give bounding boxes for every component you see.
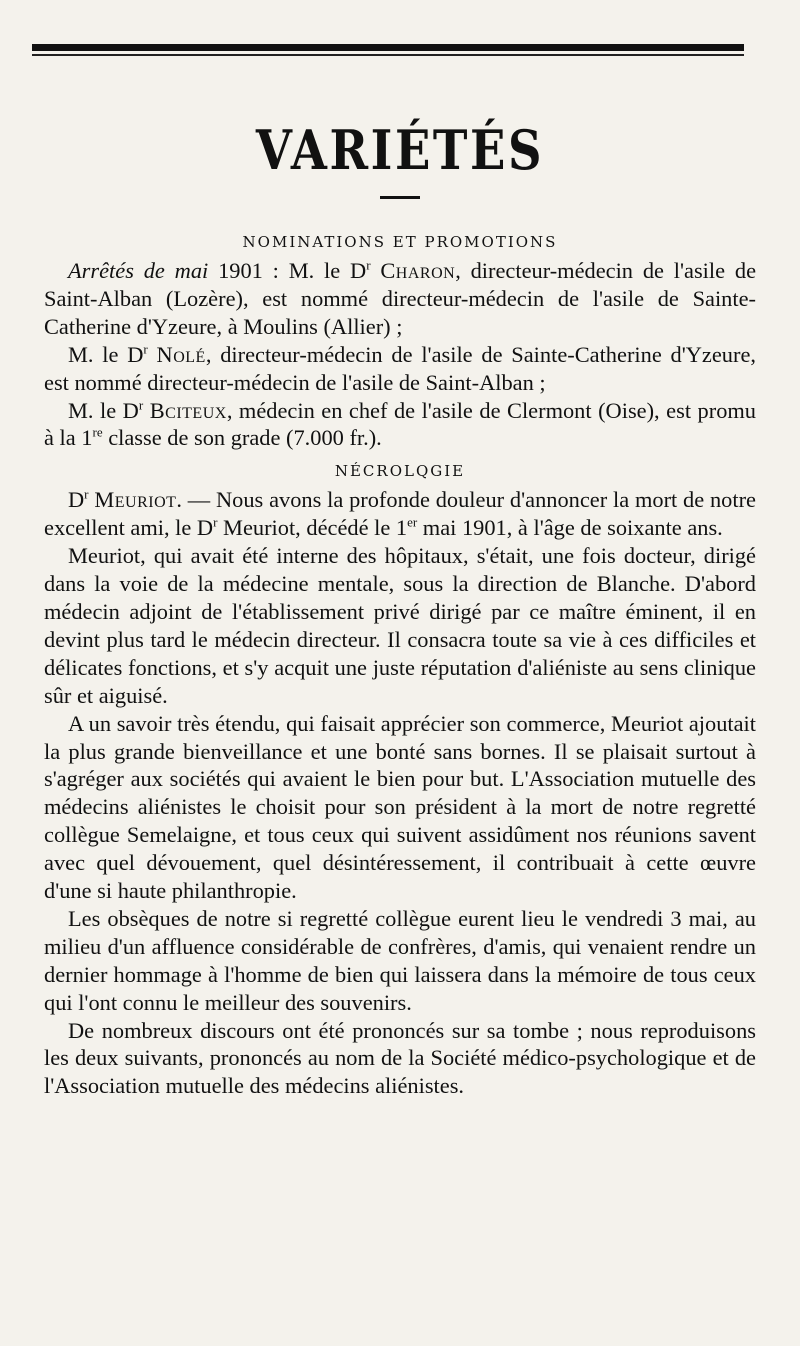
header-rule-thick <box>32 44 744 51</box>
person-name: Bciteux <box>149 397 227 423</box>
header-rule-thin <box>32 54 744 56</box>
paragraph-necrologie-4: Les obsèques de notre si regretté collègue eurent lieu le vendredi 3 mai, au milieu d'un affluence considérable de confrères, d'amis, qui venaient rendre un dernier hommage à l'homme de bien qui laissera dans la mémoire de tous ceux qui l'ont connu le meilleur des souvenirs. <box>44 905 756 1015</box>
section-heading-nominations: NOMINATIONS ET PROMOTIONS <box>242 233 558 251</box>
person-name: Meuriot <box>94 487 177 513</box>
paragraph-nomination-2: M. le $D^r$ Nolé, directeur-médecin de l'asile de Sainte-Catherine d'Yzeure, est nommé directeur-médecin de l'asile de Saint-Alban ; <box>44 341 756 395</box>
date-phrase: Arrêtés de mai <box>68 258 209 283</box>
page-title: VARIÉTÉS <box>255 118 545 182</box>
paragraph-necrologie-2: Meuriot, qui avait été interne des hôpitaux, s'était, une fois docteur, dirigé dans la voie de la médecine mentale, sous la direction de Blanche. D'abord médecin adjoint de l'établissement privé dirigé par ce maître éminent, il en devint plus tard le médecin directeur. Il consacra toute sa vie à ces difficiles et délicates fonctions, et s'y acquit une juste réputation d'aliéniste au sens clinique sûr et aiguisé. <box>44 543 756 708</box>
section-heading-necrologie: NÉCROLQGIE <box>334 462 466 481</box>
paragraph-nomination-1: Arrêtés de mai 1901 : M. le $D^r$ Charon, directeur-médecin de l'asile de Saint-Alban (Lozère), est nommé directeur-médecin de l'asile de Sainte-Catherine d'Yzeure, à Moulins (Allier) ; <box>44 257 757 339</box>
paragraph-necrologie-5: De nombreux discours ont été prononcés sur sa tombe ; nous reproduisons les deux suivants, prononcés au nom de la Société médico-psychologique et de l'Association mutuelle des médecins aliénistes. <box>44 1017 756 1099</box>
page-body <box>44 118 756 1100</box>
paragraph-nomination-3: M. le $D^r$ Bciteux, médecin en chef de l'asile de Clermont (Oise), est promu à la 1re classe de son grade (7.000 fr.). <box>44 397 757 451</box>
person-name: Charon <box>380 258 456 283</box>
title-dash <box>380 196 420 199</box>
paragraph-necrologie-1: $D^r$ Meuriot. — Nous avons la profonde douleur d'annoncer la mort de notre excellent ami, le $D^r$ Meuriot, décédé le 1er mai 1901, à l'âge de soixante ans. <box>44 486 756 541</box>
person-name: Nolé <box>156 341 206 367</box>
paragraph-necrologie-3: A un savoir très étendu, qui faisait apprécier son commerce, Meuriot ajoutait la plus grande bienveillance et une bonté sans bornes. Il se plaisait surtout à s'agréger aux sociétés qui avaient le bien pour but. L'Association mutuelle des médecins aliénistes le choisit pour son président à la mort de notre regretté collègue Semelaigne, et tous ceux qui suivent assidûment nos réunions savent avec quel dévouement, quel désintéressement, il contribuait à cette œuvre d'une si haute philanthropie. <box>44 710 756 904</box>
